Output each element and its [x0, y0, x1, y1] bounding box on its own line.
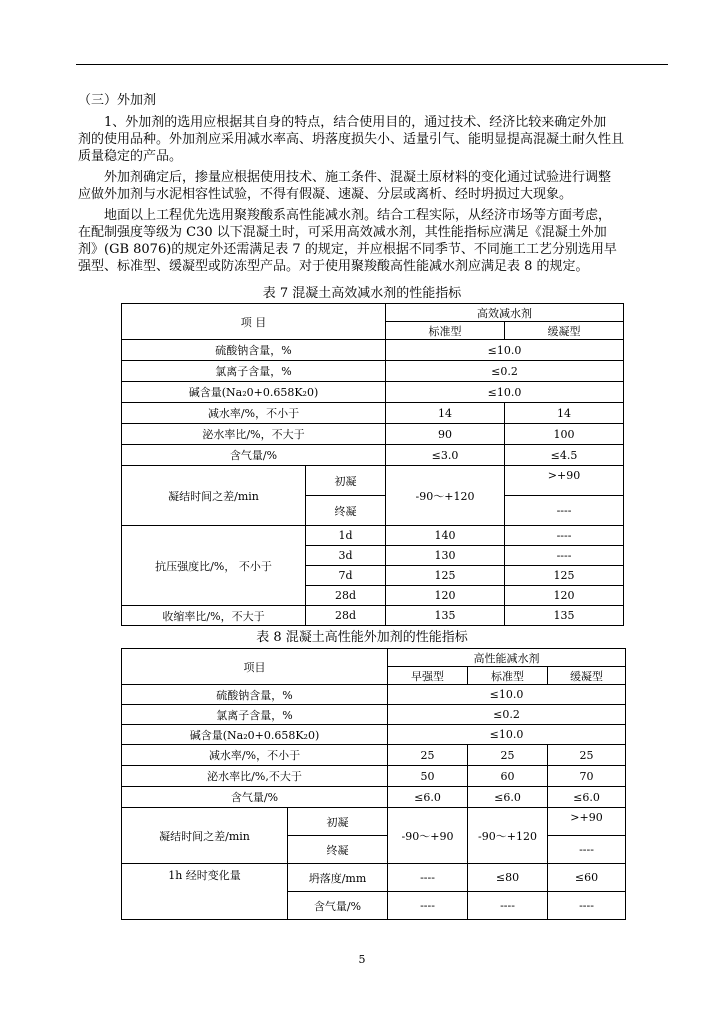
t8-air-label: 含气量/% [122, 787, 388, 808]
t7-col-standard: 标准型 [386, 322, 505, 340]
t7-comp-age: 1d [306, 526, 386, 546]
t8-col-retard: 缓凝型 [548, 667, 626, 685]
t7-comp-ret: 125 [505, 566, 624, 586]
page-number: 5 [358, 953, 366, 966]
t7-final-label: 终凝 [306, 496, 386, 526]
table7-caption: 表 7 混凝土高效减水剂的性能指标 [262, 286, 462, 301]
t8-bleed-ret: 70 [548, 766, 626, 787]
t7-chloride-label: 氯离子含量，% [122, 361, 386, 382]
t7-shrink-age: 28d [306, 606, 386, 626]
table8 [121, 648, 626, 920]
paragraph-1: 1、外加剂的选用应根据其自身的特点，结合使用目的，通过技术、经济比较来确定外加 剂的使用品种。外加剂应采用减水率高、坍落度损失小、适量引气、能明显提高混凝土耐久性且 质量稳定的产品。 [78, 115, 625, 164]
t7-bleed-ret: 100 [505, 424, 624, 445]
t8-sulfate-label: 硫酸钠含量，% [122, 685, 388, 705]
t8-slump-std: ≤80 [468, 864, 548, 892]
t8-air-ret: ≤6.0 [548, 787, 626, 808]
table8-caption: 表 8 混凝土高性能外加剂的性能指标 [256, 630, 468, 645]
t8-sulfate-value: ≤10.0 [388, 685, 626, 705]
table7 [121, 303, 624, 626]
header-rule [76, 64, 668, 65]
t7-comp-age: 28d [306, 586, 386, 606]
t8-setting-std: -90～+120 [468, 808, 548, 864]
t7-sulfate-value: ≤10.0 [386, 340, 624, 361]
t8-item-header: 项目 [122, 649, 388, 685]
t7-alkali-value: ≤10.0 [386, 382, 624, 403]
t8-bleed-early: 50 [388, 766, 468, 787]
t8-water-red-ret: 25 [548, 745, 626, 766]
t7-sulfate-label: 硫酸钠含量，% [122, 340, 386, 361]
t7-air-label: 含气量/% [122, 445, 386, 466]
t8-initial-label: 初凝 [288, 808, 388, 836]
t7-water-red-label: 减水率/%，不小于 [122, 403, 386, 424]
paragraph-2: 外加剂确定后，掺量应根据使用技术、施工条件、混凝土原材料的变化通过试验进行调整 应做外加剂与水泥相容性试验，不得有假凝、速凝、分层或离析、经时坍损过大现象。 [78, 170, 612, 202]
t8-air2-early: ---- [388, 892, 468, 920]
t8-final-label: 终凝 [288, 836, 388, 864]
t8-slump-ret: ≤60 [548, 864, 626, 892]
t7-water-red-std: 14 [386, 403, 505, 424]
t8-air2-label: 含气量/% [288, 892, 388, 920]
t8-col-standard: 标准型 [468, 667, 548, 685]
t7-setting-std: -90～+120 [386, 466, 505, 526]
t7-shrink-label: 收缩率比/%，不大于 [122, 606, 306, 626]
t7-air-std: ≤3.0 [386, 445, 505, 466]
t7-bleed-label: 泌水率比/%，不大于 [122, 424, 386, 445]
t7-comp-std: 130 [386, 546, 505, 566]
section-heading: （三）外加剂 [78, 93, 157, 108]
t8-slump-label: 坍落度/mm [288, 864, 388, 892]
t8-slump-early: ---- [388, 864, 468, 892]
t7-comp-ret: ---- [505, 526, 624, 546]
t8-bleed-std: 60 [468, 766, 548, 787]
t7-comp-ret: 120 [505, 586, 624, 606]
t8-change-label: 1h 经时变化量 [122, 864, 288, 920]
t8-col-early: 早强型 [388, 667, 468, 685]
t7-setting-label: 凝结时间之差/min [122, 466, 306, 526]
t7-air-ret: ≤4.5 [505, 445, 624, 466]
t7-bleed-std: 90 [386, 424, 505, 445]
t7-alkali-label: 碱含量(Na₂0+0.658K₂0) [122, 382, 386, 403]
t8-group-header: 高性能减水剂 [388, 649, 626, 667]
t8-chloride-value: ≤0.2 [388, 705, 626, 725]
t8-air-early: ≤6.0 [388, 787, 468, 808]
t8-alkali-label: 碱含量(Na₂0+0.658K₂0) [122, 725, 388, 745]
t8-water-red-std: 25 [468, 745, 548, 766]
t7-comp-std: 120 [386, 586, 505, 606]
t7-shrink-ret: 135 [505, 606, 624, 626]
t8-alkali-value: ≤10.0 [388, 725, 626, 745]
t8-water-red-label: 减水率/%，不小于 [122, 745, 388, 766]
t7-initial-label: 初凝 [306, 466, 386, 496]
t8-chloride-label: 氯离子含量，% [122, 705, 388, 725]
t7-item-header: 项 目 [122, 304, 386, 340]
t8-bleed-label: 泌水率比/%,不大于 [122, 766, 388, 787]
t7-comp-std: 125 [386, 566, 505, 586]
t7-water-red-ret: 14 [505, 403, 624, 424]
t7-comp-ret: ---- [505, 546, 624, 566]
t7-initial-ret: >+90 [505, 466, 624, 496]
paragraph-3: 地面以上工程优先选用聚羧酸系高性能减水剂。结合工程实际，从经济市场等方面考虑， 在配制强度等级为 C30 以下混凝土时，可采用高效减水剂，其性能指标应满足《混凝土外加 剂》(GB 8076)的规定外还需满足表 7 的规定，并应根据不同季节、不同施工工艺分别选用早 强型、标准型、缓凝型或防冻型产品。对于使用聚羧酸高性能减水剂应满足表 8 的规定。 [78, 208, 617, 274]
t8-air2-ret: ---- [548, 892, 626, 920]
t8-water-red-early: 25 [388, 745, 468, 766]
t8-air-std: ≤6.0 [468, 787, 548, 808]
t7-comp-age: 3d [306, 546, 386, 566]
t8-final-ret: ---- [548, 836, 626, 864]
t7-comp-std: 140 [386, 526, 505, 546]
t8-initial-ret: >+90 [548, 808, 626, 836]
t8-setting-label: 凝结时间之差/min [122, 808, 288, 864]
t7-col-retard: 缓凝型 [505, 322, 624, 340]
t7-shrink-std: 135 [386, 606, 505, 626]
t7-comp-label: 抗压强度比/%， 不小于 [122, 526, 306, 606]
t8-air2-std: ---- [468, 892, 548, 920]
t7-comp-age: 7d [306, 566, 386, 586]
t7-group-header: 高效减水剂 [386, 304, 624, 322]
t7-final-ret: ---- [505, 496, 624, 526]
t7-chloride-value: ≤0.2 [386, 361, 624, 382]
t8-setting-early: -90～+90 [388, 808, 468, 864]
